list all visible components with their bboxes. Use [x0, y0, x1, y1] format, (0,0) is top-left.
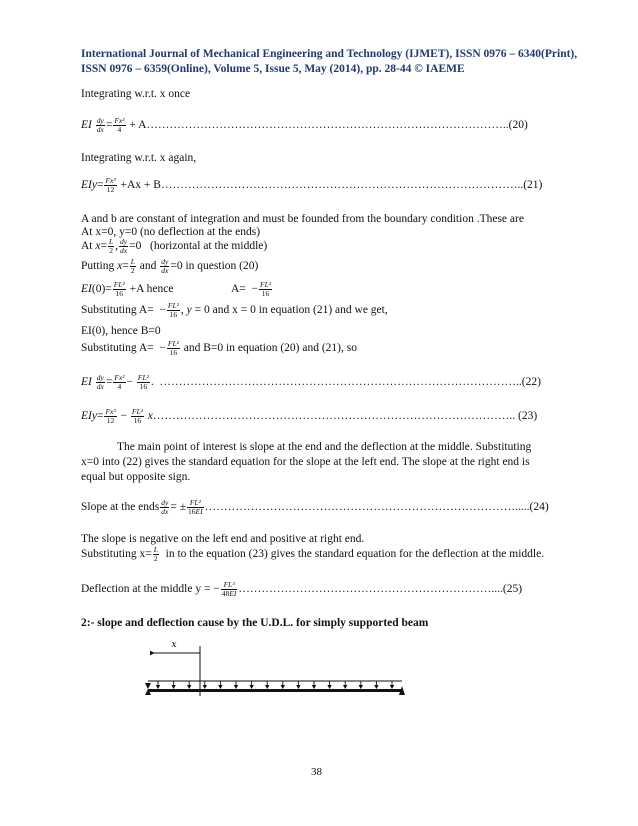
- page-number: 38: [311, 766, 322, 778]
- udl-arrow: [187, 681, 191, 689]
- paragraph-line-3: equal but opposite sign.: [81, 471, 191, 483]
- integrate-once-text: Integrating w.r.t. x once: [81, 88, 191, 100]
- paragraph-line-2: x=0 into (22) gives the standard equation for the slope at the left end. The slope at the right end is: [81, 456, 530, 468]
- udl-arrow: [234, 681, 238, 689]
- udl-arrow: [359, 681, 363, 689]
- eq24-leaders: ……………………………………………………………………….....(24): [204, 501, 549, 514]
- boundary-at-middle: At x= $\frac{L}{2}$ , $\frac{dy}{dx}$ =0 (horizontal at the middle): [81, 237, 268, 255]
- A-hence-text: +A hence: [129, 283, 174, 296]
- equation-20: EI $\frac{dy}{dx}$ = $\frac{\text{Fx²}}{4}$ + A…………………………………………………………………………………..(20): [81, 116, 528, 134]
- substitute-2: Substituting A= − $\frac{\text{FL²}}{16}$ and B=0 in equation (20) and (21), so: [81, 339, 357, 357]
- putting-tail: in question (20): [185, 260, 259, 273]
- subst2-tail: and B=0 in equation (20) and (21), so: [183, 342, 357, 355]
- udl-arrow: [281, 681, 285, 689]
- EI0-line: EI(0)= $\frac{\text{FL²}}{16}$ +A hence: [81, 280, 174, 298]
- constants-line-1: A and b are constant of integration and must be founded from the boundary condition .These are: [81, 213, 524, 225]
- equation-22: EI $\frac{dy}{dx}$ = $\frac{\text{Fx²}}{4}$ − $\frac{\text{FL²}}{16}$ . …………………………………………………………………………………..(22): [81, 373, 541, 391]
- slope-sign-line: The slope is negative on the left end and positive at right end.: [81, 533, 365, 545]
- subst1-tail: and x = 0 in equation (21) and we get,: [212, 304, 388, 317]
- equation-24: Slope at the ends $\frac{dy}{dx}$ = ± $\frac{\text{FL²}}{16EI}$ ……………………………………………………………………….....(24): [81, 498, 549, 516]
- x-label: x: [171, 640, 177, 650]
- udl-arrow: [327, 681, 331, 689]
- substitute-3: Substituting x= $\frac{L}{2}$ in to the equation (23) gives the standard equation for the deflection at the middle.: [81, 545, 545, 563]
- putting-line: Putting x= $\frac{L}{2}$ and $\frac{dy}{dx}$ =0 in question (20): [81, 257, 259, 275]
- udl-arrow: [218, 681, 222, 689]
- beam: [148, 689, 402, 692]
- journal-header-line1: International Journal of Mechanical Engineering and Technology (IJMET), ISSN 0976 – 6340(Print),: [81, 48, 578, 60]
- paragraph-line-1: The main point of interest is slope at the end and the deflection at the middle. Substituting: [117, 441, 532, 453]
- subst3-b: in to the equation (23) gives the standard equation for the deflection at the middle.: [165, 548, 545, 561]
- subst3-a: Substituting x=: [81, 548, 152, 561]
- udl-arrow: [343, 681, 347, 689]
- udl-arrow: [156, 681, 160, 689]
- substitute-1: Substituting A= − $\frac{\text{FL²}}{16}$ , y = 0 and x = 0 in equation (21) and we get,: [81, 301, 388, 319]
- integrate-again-text: Integrating w.r.t. x again,: [81, 152, 197, 164]
- udl-arrow: [374, 681, 378, 689]
- udl-arrow: [390, 681, 394, 689]
- udl-arrow: [171, 681, 175, 689]
- slope-ends-label: Slope at the ends: [81, 501, 160, 514]
- equation-25: Deflection at the middle y = − $\frac{\text{FL³}}{48EI}$ …………………………………………………………....(25): [81, 580, 523, 598]
- x-dimension: [154, 640, 200, 696]
- eq22-leaders: …………………………………………………………………………………..(22): [159, 376, 541, 389]
- equation-21: EIy= $\frac{\text{Fx³}}{12}$ +Ax + B…………………………………………………………………………………..(21): [81, 176, 543, 194]
- hence-B-line: EI(0), hence B=0: [81, 325, 161, 337]
- udl-arrow: [265, 681, 269, 689]
- equation-23: EIy= $\frac{\text{Fx³}}{12}$ − $\frac{\text{FL²}}{16}$ x………………………………………………………………………………….. (23): [81, 407, 538, 425]
- journal-header-line2: ISSN 0976 – 6359(Online), Volume 5, Issue 5, May (2014), pp. 28-44 © IAEME: [81, 63, 465, 75]
- section-heading: 2:- slope and deflection cause by the U.D.L. for simply supported beam: [81, 617, 429, 629]
- constants-line-2: At x=0, y=0 (no deflection at the ends): [81, 226, 261, 238]
- udl-arrow: [296, 681, 300, 689]
- A-value: A= − $\frac{\text{FL²}}{16}$: [231, 280, 272, 298]
- udl-arrows: [156, 681, 394, 689]
- eq23-leaders: ………………………………………………………………………………….. (23): [152, 410, 538, 423]
- deflection-mid-label: Deflection at the middle y = −: [81, 583, 220, 596]
- eq25-leaders: …………………………………………………………....(25): [238, 583, 523, 596]
- udl-arrow: [203, 681, 207, 689]
- udl-arrow: [312, 681, 316, 689]
- udl-arrow: [249, 681, 253, 689]
- boundary-mid-text: (horizontal at the middle): [150, 240, 268, 253]
- eq20-leaders: …………………………………………………………………………………..(20): [146, 119, 528, 132]
- udl-beam-diagram: [140, 636, 420, 716]
- eq21-leaders: …………………………………………………………………………………..(21): [160, 179, 543, 192]
